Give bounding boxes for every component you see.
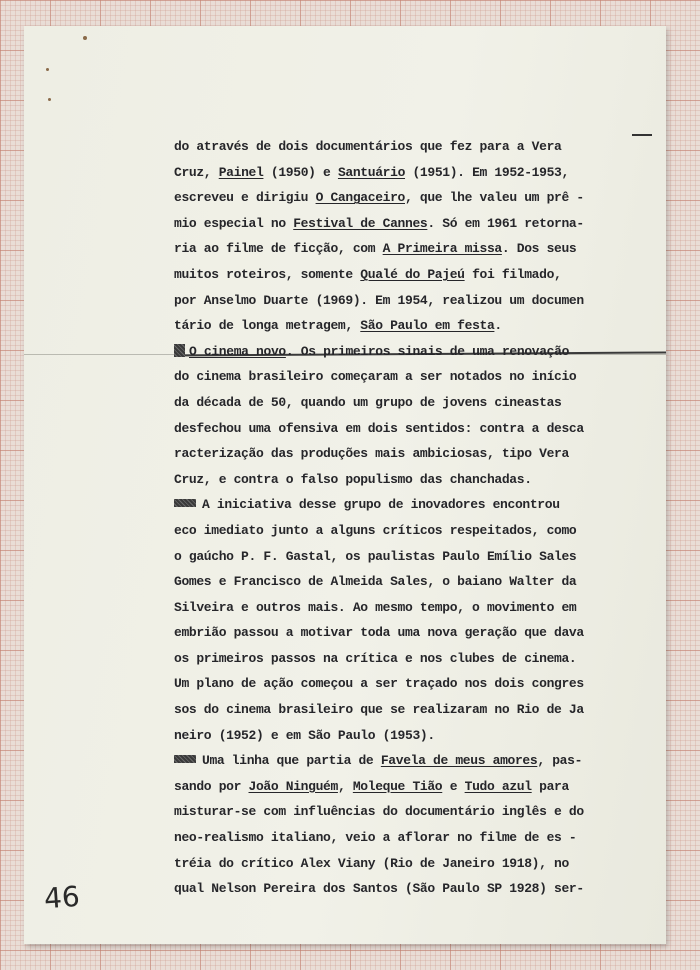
underlined-title: Qualé do Pajeú (360, 266, 465, 282)
paper-spot (48, 98, 51, 101)
text-segment: (1950) e (263, 164, 338, 180)
text-segment: Gomes e Francisco de Almeida Sales, o baiano Walter da (174, 574, 577, 590)
text-line (174, 364, 644, 390)
text-segment: da década de 50, quando um grupo de jovens cineastas (174, 394, 562, 410)
text-line (174, 876, 644, 902)
text-line (174, 467, 644, 493)
text-line (174, 211, 644, 237)
text-segment: o gaúcho P. F. Gastal, os paulistas Paulo Emílio Sales (174, 548, 577, 564)
text-line (174, 671, 644, 697)
text-line (174, 441, 644, 467)
text-line (174, 313, 644, 339)
text-segment: e (442, 778, 465, 794)
text-segment: Cruz, e contra o falso populismo das chanchadas. (174, 471, 532, 487)
text-segment: desfechou uma ofensiva em dois sentidos: contra a desca (174, 420, 584, 436)
text-line (174, 825, 644, 851)
text-segment: do através de dois documentários que fez para a Vera (174, 139, 562, 154)
text-segment: tário de longa metragem, (174, 318, 361, 334)
paper-spot (83, 36, 87, 40)
text-line (174, 569, 644, 595)
text-line (174, 646, 644, 672)
text-segment: , pas- (537, 753, 583, 769)
text-line (174, 390, 644, 416)
underlined-title: Moleque Tião (352, 778, 443, 794)
text-segment: ria ao filme de ficção, com (174, 241, 383, 257)
text-segment: por Anselmo Duarte (1969). Em 1954, realizou um documen (174, 292, 584, 308)
text-segment: neiro (1952) e em São Paulo (1953). (174, 727, 435, 743)
text-segment: Um plano de ação começou a ser traçado nos dois congres (174, 676, 584, 692)
underlined-title: O Cangaceiro (315, 190, 405, 206)
text-segment: Silveira e outros mais. Ao mesmo tempo, o movimento em (174, 599, 577, 615)
text-segment: foi filmado, (464, 266, 562, 282)
text-segment: os primeiros passos na crítica e nos clubes de cinema. (174, 650, 577, 666)
text-segment: neo-realismo italiano, veio a aflorar no filme de es - (174, 830, 577, 846)
text-segment: misturar-se com influências do documentário inglês e do (174, 804, 584, 820)
text-segment: Cruz, (174, 164, 219, 180)
text-line (174, 748, 644, 774)
underlined-title: São Paulo em festa (360, 318, 495, 334)
text-line (174, 339, 644, 365)
text-segment: para (531, 778, 569, 794)
text-segment: . (494, 318, 502, 334)
text-segment: mio especial no (174, 215, 294, 231)
text-segment: Uma linha que partia de (202, 753, 381, 769)
underlined-title: Festival de Cannes (293, 215, 428, 231)
text-line (174, 620, 644, 646)
underlined-title: Painel (218, 164, 264, 180)
text-line (174, 492, 644, 518)
text-segment: qual Nelson Pereira dos Santos (São Paulo SP 1928) ser- (174, 881, 584, 897)
text-line (174, 262, 644, 288)
text-segment: muitos roteiros, somente (174, 266, 361, 282)
underlined-title: O cinema novo (189, 343, 286, 359)
text-line (174, 851, 644, 877)
text-line (174, 288, 644, 314)
text-segment: do cinema brasileiro começaram a ser notados no início (174, 369, 577, 385)
text-segment: eco imediato junto a alguns críticos respeitados, como (174, 522, 577, 538)
underlined-title: Tudo azul (464, 778, 532, 794)
text-segment: . Os primeiros sinais de uma renovação (285, 343, 570, 359)
text-line (174, 416, 644, 442)
text-segment: (1951). Em 1952-1953, (405, 164, 569, 180)
text-segment: embrião passou a motivar toda uma nova geração que dava (174, 625, 584, 641)
text-segment: sando por (174, 778, 249, 794)
text-segment: racterização das produções mais ambiciosas, tipo Vera (174, 446, 569, 462)
text-segment: tréia do crítico Alex Viany (Rio de Janeiro 1918), no (174, 855, 569, 871)
text-line (174, 723, 644, 749)
paragraph-marker-icon (174, 344, 185, 357)
underlined-title: João Ninguém (248, 778, 338, 794)
text-segment: . Dos seus (501, 241, 577, 257)
text-segment: A iniciativa desse grupo de inovadores encontrou (202, 497, 560, 513)
body-text (174, 134, 644, 902)
text-line (174, 697, 644, 723)
text-line (174, 518, 644, 544)
paragraph-marker-icon (174, 755, 196, 763)
text-segment: . Só em 1961 retorna- (427, 215, 584, 231)
underlined-title: Santuário (337, 164, 406, 180)
text-line (174, 160, 644, 186)
typewritten-page (24, 26, 666, 944)
text-segment: , (337, 778, 353, 794)
text-line (174, 595, 644, 621)
text-line (174, 774, 644, 800)
underlined-title: Favela de meus amores (380, 753, 538, 769)
paper-spot (46, 68, 49, 71)
text-line (174, 236, 644, 262)
text-segment: sos do cinema brasileiro que se realizaram no Rio de Ja (174, 702, 584, 718)
text-line (174, 544, 644, 570)
text-segment: escreveu e dirigiu (174, 190, 316, 206)
underlined-title: A Primeira missa (382, 241, 502, 257)
handwritten-page-number: 46 (42, 879, 81, 916)
paragraph-marker-icon (174, 499, 196, 507)
text-line (174, 799, 644, 825)
text-segment: , que lhe valeu um prê - (405, 190, 584, 206)
text-line (174, 134, 644, 160)
text-line (174, 185, 644, 211)
